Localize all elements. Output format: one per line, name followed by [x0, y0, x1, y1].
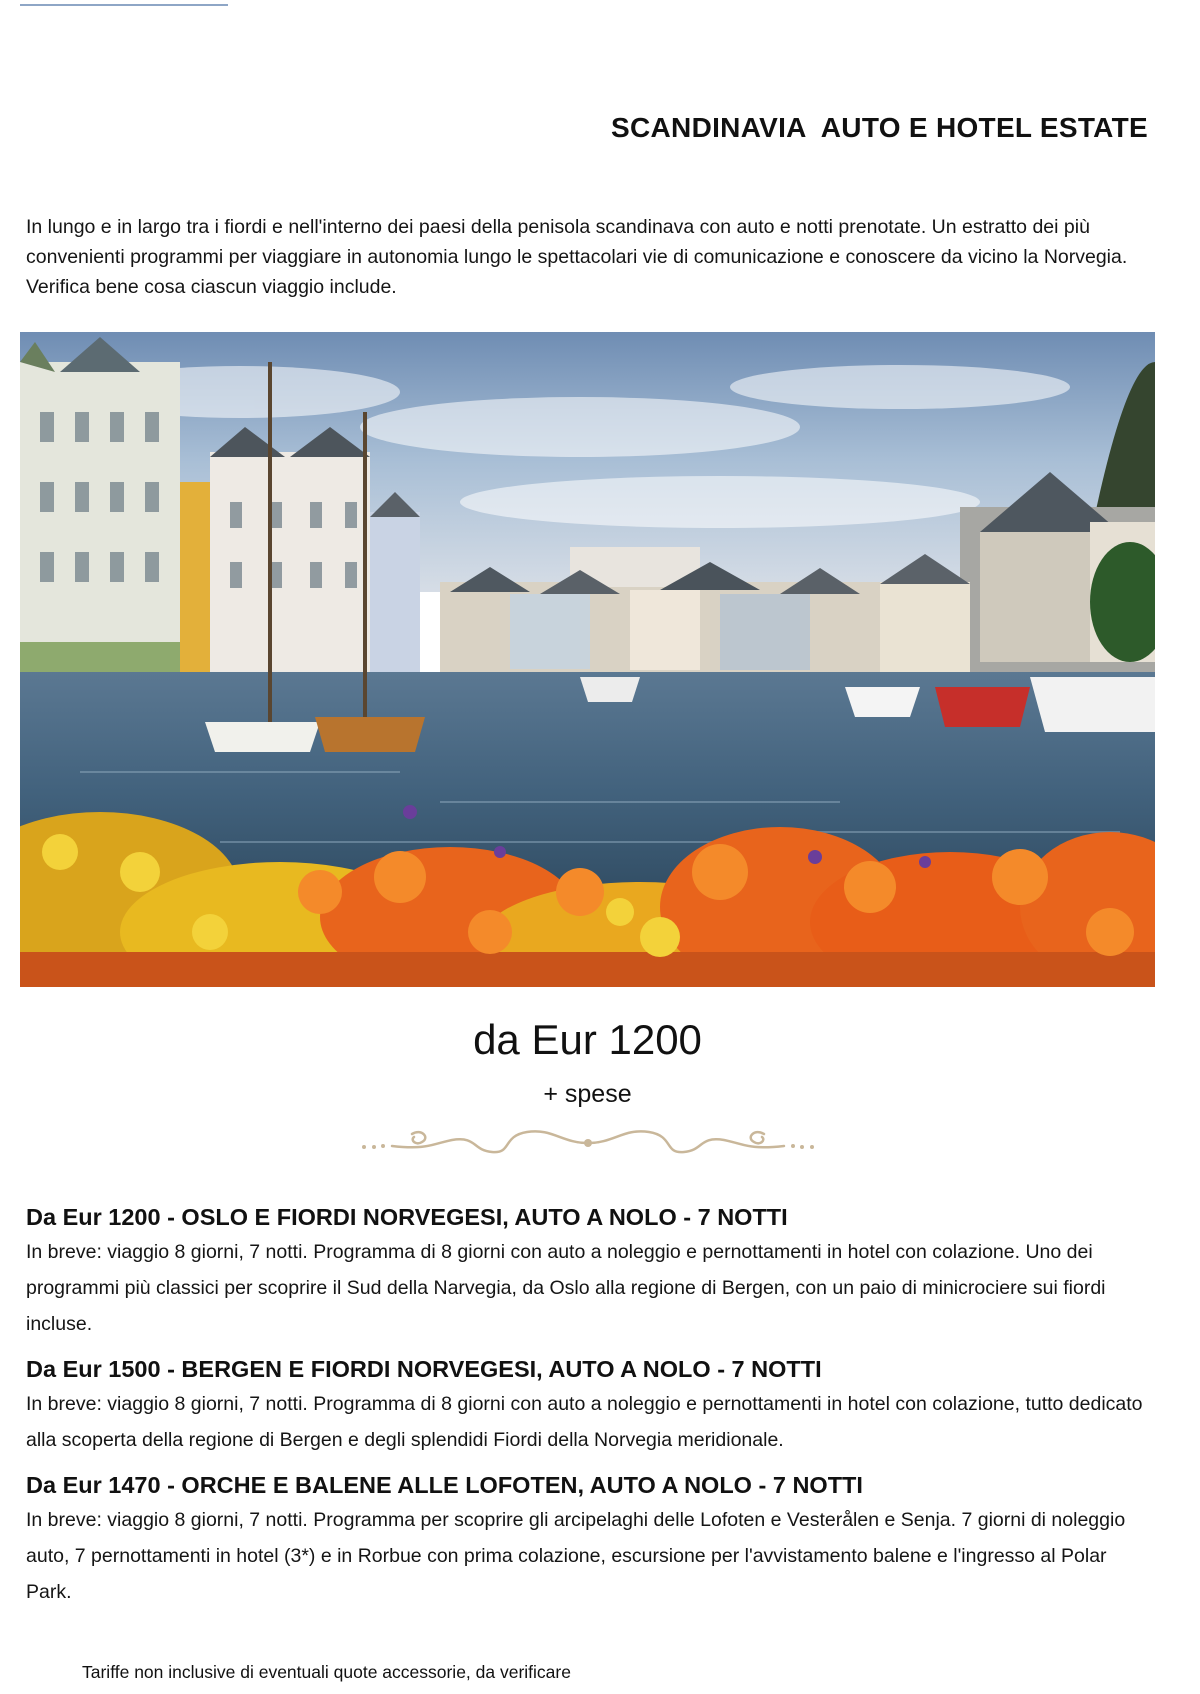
offer-item [26, 1468, 1154, 1610]
offer-description: In breve: viaggio 8 giorni, 7 notti. Programma di 8 giorni con auto a noleggio e pernottamenti in hotel con colazione. Uno dei programmi più classici per scoprire il Sud della Narvegia, da Oslo alla regione di Bergen, con un paio di minicrociere sui fiordi incluse. [26, 1241, 1106, 1335]
offer-description: In breve: viaggio 8 giorni, 7 notti. Programma di 8 giorni con auto a noleggio e pernottamenti in hotel con colazione, tutto dedicato alla scoperta della regione di Bergen e degli splendidi Fiordi della Norvegia meridionale. [26, 1393, 1143, 1451]
offer-title: Da Eur 1470 - ORCHE E BALENE ALLE LOFOTEN, AUTO A NOLO - 7 NOTTI [26, 1472, 863, 1498]
top-rule [20, 4, 228, 6]
offer-item [26, 1200, 1154, 1342]
intro-paragraph: In lungo e in largo tra i fiordi e nell'interno dei paesi della penisola scandinava con auto e notti prenotate. Un estratto dei più convenienti programmi per viaggiare in autonomia lungo le spettacolari vie di comunicazione e conoscere da vicino la Norvegia. Verifica bene cosa ciascun viaggio include. [26, 216, 1128, 298]
price-headline: da Eur 1200 [473, 1016, 702, 1063]
offer-item [26, 1352, 1154, 1458]
offer-description: In breve: viaggio 8 giorni, 7 notti. Programma per scoprire gli arcipelaghi delle Lofoten e Vesterålen e Senja. 7 giorni di noleggio auto, 7 pernottamenti in hotel (3*) e in Rorbue con prima colazione, escursione per l'avvistamento balene e l'ingresso al Polar Park. [26, 1509, 1126, 1603]
offers-list [26, 1200, 1154, 1620]
price-extra: + spese [543, 1080, 632, 1108]
offer-title: Da Eur 1500 - BERGEN E FIORDI NORVEGESI, AUTO A NOLO - 7 NOTTI [26, 1356, 822, 1382]
offer-title: Da Eur 1200 - OSLO E FIORDI NORVEGESI, AUTO A NOLO - 7 NOTTI [26, 1204, 788, 1230]
flourish-divider [352, 1120, 824, 1166]
harbour-photo [20, 332, 1155, 987]
footnote: Tariffe non inclusive di eventuali quote accessorie, da verificare [82, 1662, 571, 1682]
page-title: SCANDINAVIA AUTO E HOTEL ESTATE [611, 112, 1148, 143]
